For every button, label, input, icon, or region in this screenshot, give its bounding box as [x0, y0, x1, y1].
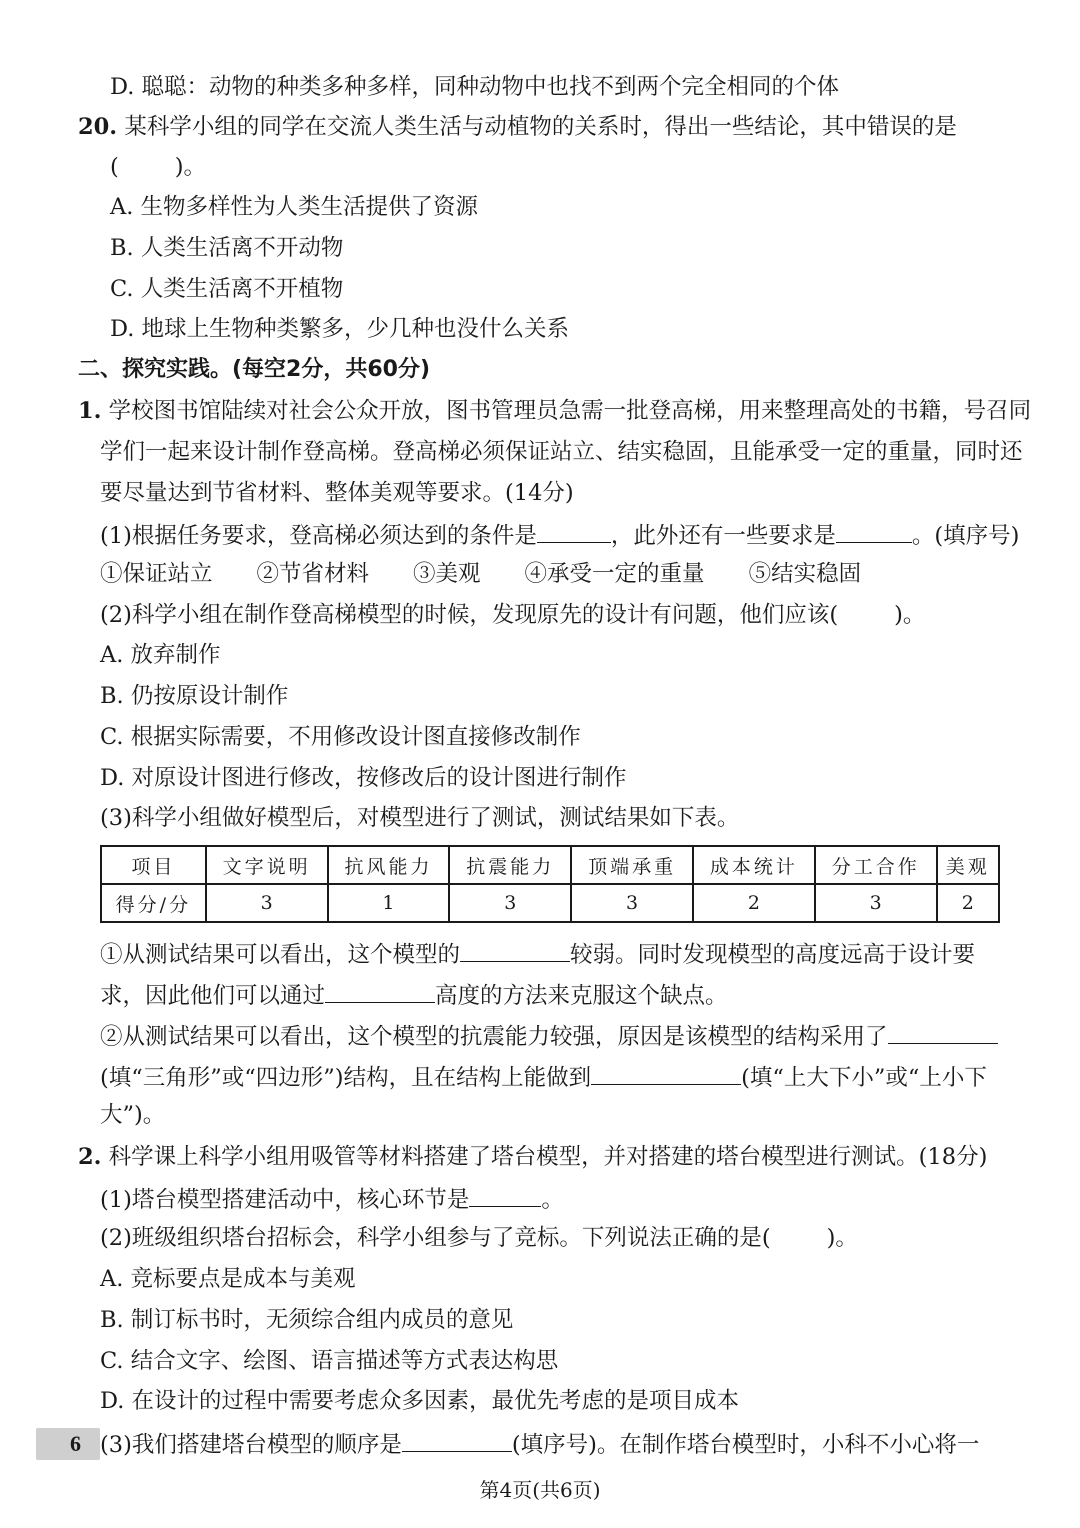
p1-c2-text-c: (填“上大下小”或“上小下 — [741, 1065, 987, 1091]
table-header: 成本统计 — [693, 846, 815, 884]
choice-5: ⑤结实稳固 — [748, 561, 862, 587]
table-cell: 3 — [449, 884, 571, 922]
p1-stem-line2: 学们一起来设计制作登高梯。登高梯必须保证站立、结实稳固，且能承受一定的重量，同时还 — [100, 439, 1023, 465]
p2-sub2-option-d: D. 在设计的过程中需要考虑众多因素，最优先考虑的是项目成本 — [100, 1388, 740, 1414]
q20-option-b: B. 人类生活离不开动物 — [110, 235, 344, 261]
choice-1: ①保证站立 — [100, 561, 213, 587]
p1-sub1-text-a: (1)根据任务要求，登高梯必须达到的条件是 — [100, 523, 537, 549]
p1-stem-text1: 学校图书馆陆续对社会公众开放，图书管理员急需一批登高梯，用来整理高处的书籍，号召同 — [108, 398, 1032, 424]
p2-sub2 — [100, 1223, 858, 1253]
p2-sub3-text-a: (3)我们搭建塔台模型的顺序是 — [100, 1432, 402, 1458]
q19-option-d: D. 聪聪：动物的种类多种多样，同种动物中也找不到两个完全相同的个体 — [110, 74, 840, 100]
p1-c1-text-b: 较弱。同时发现模型的高度远高于设计要 — [570, 942, 976, 968]
table-cell: 1 — [328, 884, 450, 922]
p2-sub3-text-b: (填序号)。在制作塔台模型时，小科不小心将一 — [511, 1432, 980, 1458]
table-cell: 3 — [206, 884, 328, 922]
q20-stem — [78, 112, 957, 142]
choice-4: ④承受一定的重量 — [524, 561, 705, 587]
table-header: 文字说明 — [206, 846, 328, 884]
p2-number: 2. — [78, 1144, 102, 1170]
table-header: 项目 — [101, 846, 206, 884]
p2-sub1-text-b: 。 — [541, 1187, 564, 1213]
q20-option-a: A. 生物多样性为人类生活提供了资源 — [110, 194, 479, 220]
q20-number: 20. — [78, 114, 118, 140]
p1-c2-text-b: (填“三角形”或“四边形”)结构，且在结构上能做到 — [100, 1065, 592, 1091]
paren-close: )。 — [174, 154, 207, 180]
table-header: 抗震能力 — [449, 846, 571, 884]
p1-number: 1. — [78, 398, 102, 424]
p2-sub2-text-b: )。 — [826, 1225, 858, 1251]
table-cell: 3 — [571, 884, 693, 922]
table-header: 抗风能力 — [328, 846, 450, 884]
table-header: 顶端承重 — [571, 846, 693, 884]
q20-stem-text: 某科学小组的同学在交流人类生活与动植物的关系时，得出一些结论，其中错误的是 — [124, 114, 957, 140]
p1-sub1 — [100, 518, 1019, 551]
q20-option-d: D. 地球上生物种类繁多，少几种也没什么关系 — [110, 316, 570, 342]
p1-sub2-option-c: C. 根据实际需要，不用修改设计图直接修改制作 — [100, 724, 581, 750]
choice-2: ②节省材料 — [256, 561, 370, 587]
p1-c2-text-a: ②从测试结果可以看出，这个模型的抗震能力较强，原因是该模型的结构采用了 — [100, 1024, 888, 1050]
p1-sub2-option-b: B. 仍按原设计制作 — [100, 683, 289, 709]
section-2-title: 二、探究实践。(每空2分，共60分) — [78, 357, 431, 382]
table-header-row — [101, 846, 999, 884]
page-footer: 第4页(共6页) — [479, 1478, 601, 1502]
p1-sub2-text-b: )。 — [894, 602, 926, 628]
p1-c1-text-c: 求，因此他们可以通过 — [100, 983, 326, 1009]
p1-sub2-option-d: D. 对原设计图进行修改，按修改后的设计图进行制作 — [100, 765, 627, 791]
q20-option-c: C. 人类生活离不开植物 — [110, 276, 344, 302]
p1-c1-line2 — [100, 978, 728, 1011]
page-number-badge: 6 — [36, 1428, 100, 1460]
choice-3: ③美观 — [413, 561, 481, 587]
p2-sub3 — [100, 1427, 979, 1460]
table-cell: 2 — [693, 884, 815, 922]
p1-c2-line3: 大”)。 — [100, 1102, 166, 1128]
p2-stem-text: 科学课上科学小组用吸管等材料搭建了塔台模型，并对搭建的塔台模型进行测试。(18分) — [108, 1144, 988, 1170]
p1-c2-line2 — [100, 1060, 987, 1093]
q20-answer-paren — [110, 152, 206, 182]
p1-sub2 — [100, 600, 925, 630]
p2-sub2-option-a: A. 竞标要点是成本与美观 — [100, 1266, 356, 1292]
p2-sub2-text-a: (2)班级组织塔台招标会，科学小组参与了竞标。下列说法正确的是( — [100, 1225, 771, 1251]
p1-c1-text-d: 高度的方法来克服这个缺点。 — [435, 983, 728, 1009]
p2-sub1-text-a: (1)塔台模型搭建活动中，核心环节是 — [100, 1187, 470, 1213]
p1-c2-line1 — [100, 1019, 998, 1052]
p1-sub1-text-c: 。(填序号) — [911, 523, 1020, 549]
answer-blank[interactable] — [888, 1019, 998, 1044]
p1-sub2-option-a: A. 放弃制作 — [100, 642, 221, 668]
answer-blank[interactable] — [537, 518, 611, 543]
p2-stem — [78, 1142, 987, 1172]
p1-stem-line3: 要尽量达到节省材料、整体美观等要求。(14分) — [100, 480, 574, 506]
table-cell: 3 — [815, 884, 937, 922]
p1-stem-line1 — [78, 396, 1031, 426]
table-header: 分工合作 — [815, 846, 937, 884]
answer-blank[interactable] — [836, 518, 912, 543]
answer-blank[interactable] — [460, 937, 570, 962]
answer-blank[interactable] — [591, 1060, 741, 1085]
test-score-table — [100, 845, 1000, 923]
p1-sub3: (3)科学小组做好模型后，对模型进行了测试，测试结果如下表。 — [100, 805, 740, 831]
p1-choices — [100, 559, 905, 589]
answer-blank[interactable] — [402, 1427, 512, 1452]
p1-sub2-text-a: (2)科学小组在制作登高梯模型的时候，发现原先的设计有问题，他们应该( — [100, 602, 839, 628]
p2-sub2-option-c: C. 结合文字、绘图、语言描述等方式表达构思 — [100, 1348, 559, 1374]
table-header: 美观 — [937, 846, 999, 884]
p2-sub1 — [100, 1182, 564, 1215]
p1-c1-text-a: ①从测试结果可以看出，这个模型的 — [100, 942, 461, 968]
answer-blank[interactable] — [469, 1182, 541, 1207]
answer-blank[interactable] — [325, 978, 435, 1003]
table-row — [101, 884, 999, 922]
table-row-label: 得分/分 — [101, 884, 206, 922]
p1-sub1-text-b: ，此外还有一些要求是 — [610, 523, 836, 549]
p1-c1-line1 — [100, 937, 975, 970]
table-cell: 2 — [937, 884, 999, 922]
p2-sub2-option-b: B. 制订标书时，无须综合组内成员的意见 — [100, 1307, 514, 1333]
paren-open: ( — [110, 154, 119, 180]
